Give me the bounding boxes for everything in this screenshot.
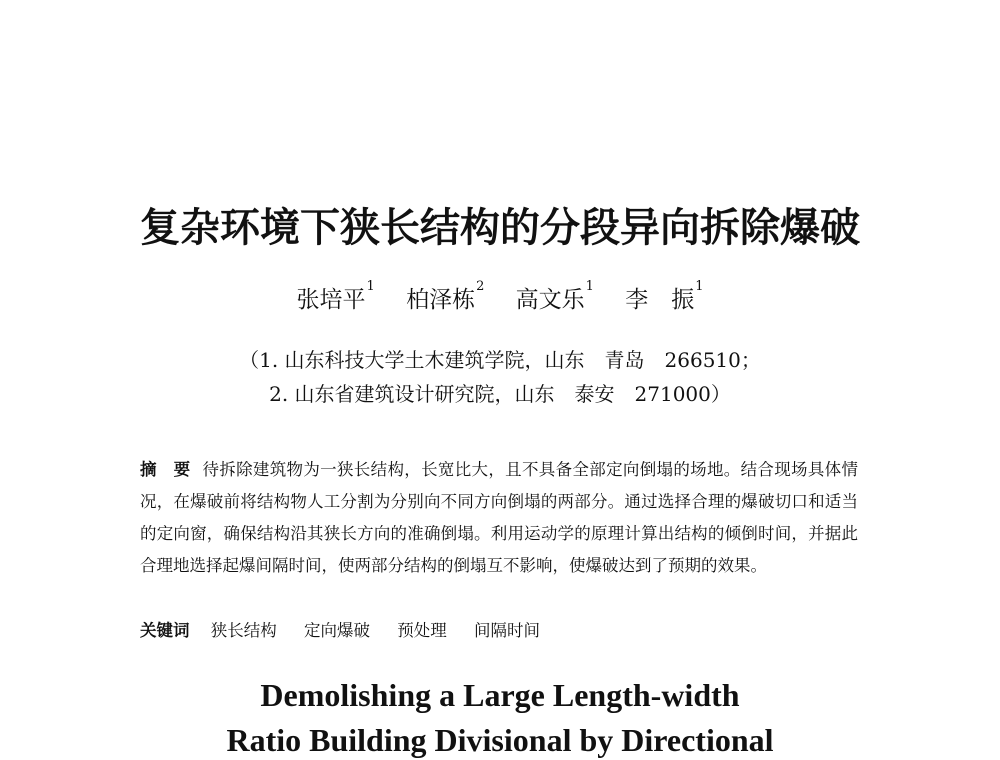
- author-affiliation-mark: 1: [366, 279, 375, 294]
- keyword: 间隔时间: [474, 621, 540, 640]
- author-name: 张培平: [296, 287, 366, 313]
- chinese-title: 复杂环境下狭长结构的分段异向拆除爆破: [140, 204, 860, 251]
- author-affiliation-mark: 2: [476, 279, 485, 294]
- english-title-line-2: Ratio Building Divisional by Directional: [226, 722, 774, 758]
- author: [296, 281, 374, 314]
- author: [406, 281, 484, 314]
- affiliation-line-2: 2. 山东省建筑设计研究院，山东 泰安 271000）: [269, 382, 731, 406]
- author-list: [0, 281, 1000, 314]
- author-affiliation-mark: 1: [695, 279, 704, 294]
- keyword: 预处理: [397, 621, 447, 640]
- affiliation-line-1: （1. 山东科技大学土木建筑学院，山东 青岛 266510；: [239, 348, 761, 372]
- abstract-label: 摘 要: [140, 460, 191, 479]
- author: [516, 281, 594, 314]
- abstract: [140, 454, 858, 582]
- author-affiliation-mark: 1: [585, 279, 594, 294]
- abstract-text: 待拆除建筑物为一狭长结构，长宽比大，且不具备全部定向倒塌的场地。结合现场具体情况，在爆破前将结构物人工分割为分别向不同方向倒塌的两部分。通过选择合理的爆破切口和适当的定向窗，确保结构沿其狭长方向的准确倒塌。利用运动学的原理计算出结构的倾倒时间，并据此合理地选择起爆间隔时间，使两部分结构的倒塌互不影响，使爆破达到了预期的效果。: [140, 460, 859, 575]
- author-name: 柏泽栋: [406, 287, 476, 313]
- author-name: 李 振: [625, 287, 695, 313]
- keyword: 定向爆破: [304, 621, 370, 640]
- keyword: 狭长结构: [210, 621, 277, 640]
- author-name: 高文乐: [515, 287, 585, 313]
- keywords: [140, 617, 858, 641]
- author: [625, 281, 703, 314]
- english-title-line-1: Demolishing a Large Length-width: [260, 677, 740, 713]
- keywords-label: 关键词: [140, 621, 190, 640]
